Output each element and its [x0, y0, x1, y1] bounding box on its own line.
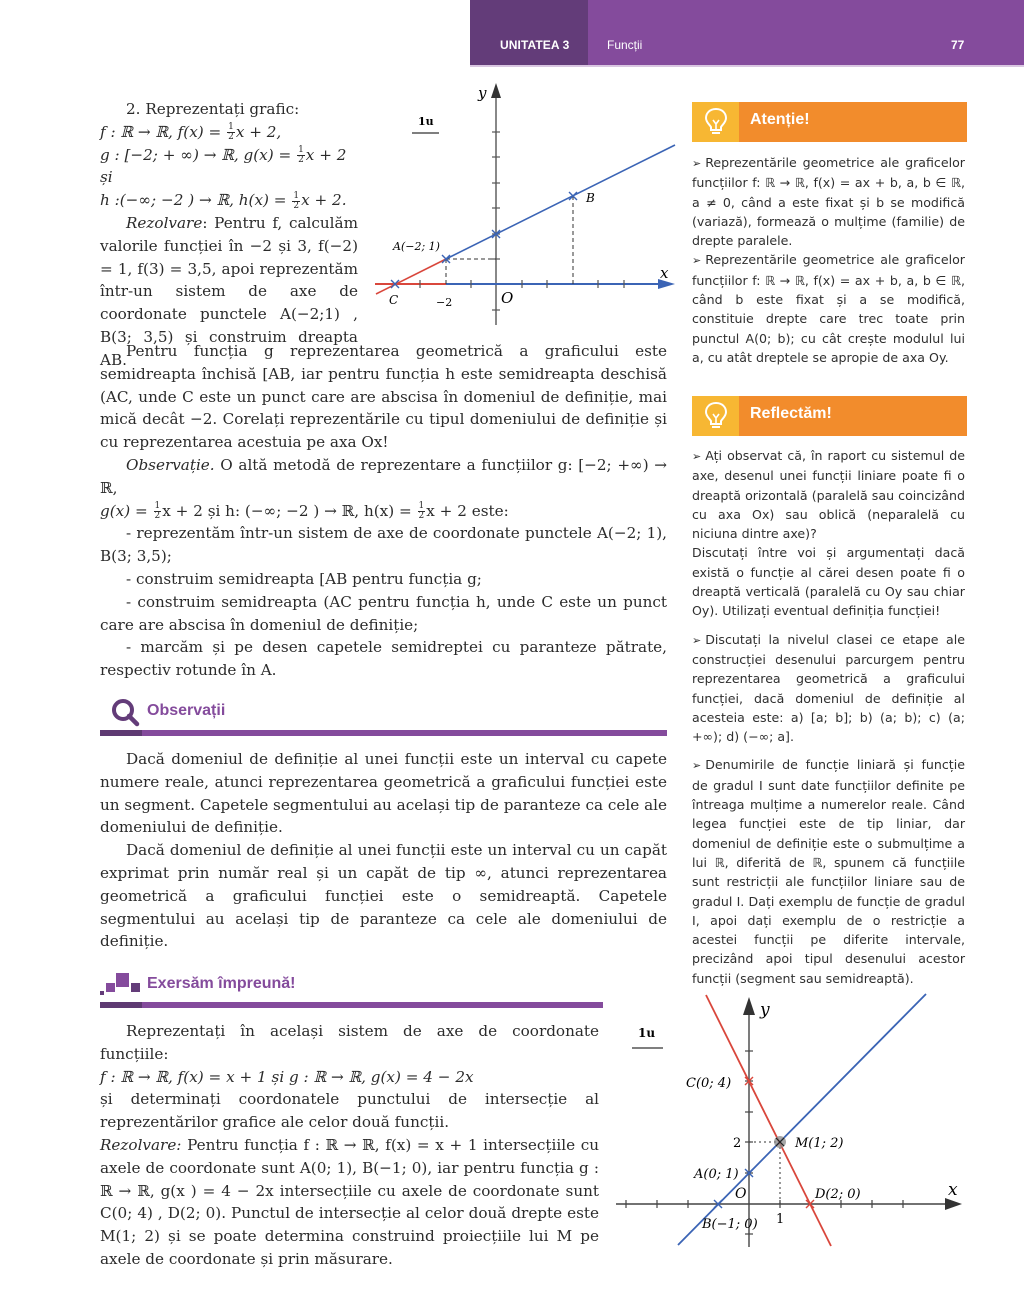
step-3: - construim semidreapta (AC pentru funcția h, unde C este un punct care are abscisa în domeniul de definiție; [100, 592, 667, 634]
svg-text:O: O [501, 289, 514, 307]
observatii-paragraph-1: Dacă domeniul de definiție al unei funcții este un interval cu capete numere reale, atunci reprezentarea geometrică a graficului funcției este un segment. Capetele segmentului au același tip de paranteze ca cele ale domeniului de definiție. [100, 750, 667, 837]
observation-text: Observație. O altă metodă de reprezentare a funcțiilor g: [−2; +∞) → ℝ, [100, 455, 667, 497]
callout-title: Atenție! [750, 111, 810, 128]
graph-f-g-h [370, 80, 680, 330]
unit-label: UNITATEA 3 [500, 38, 570, 52]
observatii-body [100, 748, 667, 953]
section-title-observatii: Observații [147, 702, 226, 719]
paragraph-g-h: Pentru funcția g reprezentarea geometrică a graficului este semidreapta închisă [AB, iar pentru funcția h este semidreapta deschisă (AC, unde C este un punct care are abscisa în domeniul de definiție, mai mică decât −2. Corelați reprezentările cu tipul domeniului de definiție și cu reprezentarea acestuia pe axa Ox! [100, 342, 667, 452]
observatii-paragraph-2: Dacă domeniul de definiție al unei funcții este un interval cu un capăt exprimat prin număr real și un capăt de tip ∞, atunci reprezentarea geometrică a graficului funcției este o semidreaptă. Capetele segmentului au același tip de paranteze ca cele ale domeniului de definiție. [100, 841, 667, 951]
callout-header-atentie [692, 102, 967, 142]
callout-item: ➢ Ați observat că, în raport cu sistemul de axe, desenul unei funcții liniare poate fi o dreaptă orizontală (paralelă sau coincizând cu axa Ox) sau oblică (neparalelă cu niciuna dintre axe)? [692, 448, 965, 542]
svg-text:y: y [478, 84, 487, 102]
svg-text:y: y [760, 1000, 770, 1020]
exercise-title: 2. Reprezentați grafic: [126, 100, 300, 118]
exersam-functions: f : ℝ → ℝ, f(x) = x + 1 și g : ℝ → ℝ, g(x) = 4 − 2x [100, 1067, 474, 1086]
step-1: - reprezentăm într-un sistem de axe de coordonate punctele A(−2; 1), B(3; 3,5); [100, 524, 667, 566]
callout-item: ➢ Reprezentările geometrice ale graficelor funcțiilor f: ℝ → ℝ, f(x) = ax + b, a, b ∈ ℝ, când b este fixat și a se modifică, constituie drepte care trec toate prin punctul A(0; b); cu cât crește modulul lui a, cu atât dreptele se apropie de axa Oy. [692, 252, 965, 365]
svg-text:2: 2 [733, 1136, 742, 1151]
function-f-def: f : ℝ → ℝ, f(x) = $\frac{1}{2}$ x + 2, [100, 122, 282, 143]
svg-text:x: x [660, 264, 669, 282]
callout-title: Reflectăm! [750, 405, 832, 422]
svg-text:A(−2; 1): A(−2; 1) [393, 240, 440, 253]
callout-item: ➢ Reprezentările geometrice ale graficelor funcțiilor f: ℝ → ℝ, f(x) = ax + b, a, b ∈ ℝ, a ≠ 0, când a este fixat și b se modifică (variază), formează o mulțime (familie) de drepte paralele. [692, 155, 965, 249]
header-divider [470, 65, 1024, 67]
exersam-solution: Rezolvare: Pentru funcția f : ℝ → ℝ, f(x) = x + 1 intersecțiile cu axele de coordonate sunt A(0; 1), B(−1; 0), iar pentru funcția g : ℝ → ℝ, g(x ) = 4 − 2x intersecțiile cu axele de coordonate sunt C(0; 4) , D(2; 0). Punctul de intersecție al celor două drepte este M(1; 2) și se poate determina construind proiecțiile lui M pe axele de coordonate și prin măsurare. [100, 1135, 599, 1268]
section-rule [100, 1002, 603, 1008]
svg-text:O: O [735, 1186, 747, 1202]
svg-text:1: 1 [776, 1212, 785, 1227]
callout-item: Discutați între voi și argumentați dacă există o funcție al cărei desen poate fi o dreaptă verticală (paralelă cu Oy sau chiar Oy). Utilizați eventual definiția funcției! [692, 545, 965, 619]
svg-text:B(−1; 0): B(−1; 0) [702, 1217, 758, 1232]
callout-body-atentie [692, 153, 965, 367]
svg-text:−2: −2 [436, 296, 453, 309]
exersam-task: și determinați coordonatele punctului de intersecție al reprezentărilor grafice ale celor două funcții. [100, 1090, 599, 1132]
function-g-def: g : [−2; + ∞) → ℝ, g(x) = $\frac{1}{2}$ x + 2 și [100, 145, 347, 187]
exercise-2-discussion [100, 340, 667, 682]
page-number: 77 [951, 38, 965, 52]
svg-text:1u: 1u [638, 1026, 656, 1040]
chapter-topic: Funcții [607, 38, 643, 52]
exersam-body [100, 1020, 599, 1271]
step-2: - construim semidreapta [AB pentru funcția g; [126, 569, 482, 588]
exersam-statement: Reprezentați în același sistem de axe de coordonate funcțiile: [100, 1022, 599, 1063]
observation-formulas: g(x) = $\frac{1}{2}$ x + 2 și h: (−∞; −2 ) → ℝ, h(x) = $\frac{1}{2}$ x + 2 este: [100, 501, 509, 522]
callout-header-reflectam [692, 396, 967, 436]
svg-text:C(0; 4): C(0; 4) [686, 1076, 732, 1091]
lightbulb-icon [692, 102, 739, 142]
lightbulb-icon [692, 396, 739, 436]
svg-text:A(0; 1): A(0; 1) [694, 1167, 739, 1182]
svg-text:x: x [948, 1180, 958, 1200]
svg-text:D(2; 0): D(2; 0) [815, 1187, 861, 1202]
svg-text:B: B [586, 191, 595, 205]
section-title-exersam: Exersăm împreună! [147, 975, 296, 992]
unit-label: 1u [418, 115, 434, 128]
callout-item: ➢ Denumirile de funcție liniară și funcție de gradul I sunt date funcțiilor definite pe întreaga mulțime a numerelor reale. Când legea funcției este de tip liniar, dar domeniul de definiție este o submulțime a lui ℝ, diferită de ℝ, spunem că funcțiile sunt restricții ale funcțiilor liniare sau de gradul I. Dați exemplu de funcție de gradul I, apoi dați exemplu de o restricție a acestei funcții pe diferite intervale, precizând apoi tipul desenului acestor funcții (segment sau semidreaptă). [692, 757, 965, 986]
section-rule [100, 730, 667, 736]
callout-body-reflectam [692, 446, 965, 988]
function-h-def: h :(−∞; −2 ) → ℝ, h(x) = $\frac{1}{2}$ x + 2. [100, 190, 347, 211]
graph-f-g-intersection [610, 985, 990, 1255]
callout-item: ➢ Discutați la nivelul clasei ce etape ale construcției desenului parcurgem pentru reprezentarea geometrică a graficului funcției, dacă domeniul de definiție al acesteia este: a) [a; b]; b) (a; b); c) (a; +∞); d) (−∞; a]. [692, 631, 965, 745]
svg-text:M(1; 2): M(1; 2) [795, 1136, 844, 1151]
svg-text:C: C [389, 293, 399, 307]
magnifier-icon [110, 697, 140, 727]
page-header [470, 0, 1024, 65]
unit-label-band [470, 0, 588, 65]
step-4: - marcăm și pe desen capetele semidreptei cu paranteze pătrate, respectiv rotunde în A. [100, 638, 667, 680]
solution-text: Rezolvare: Pentru f, calculăm valorile funcției în −2 și 3, f(−2) = 1, f(3) = 3,5, apoi reprezentăm într-un sistem de axe de coordonate punctele A(−2;1) , B(3; 3,5) și construim dreapta AB. [100, 213, 358, 369]
exercise-2-statement [100, 98, 358, 372]
blocks-icon [100, 970, 142, 996]
